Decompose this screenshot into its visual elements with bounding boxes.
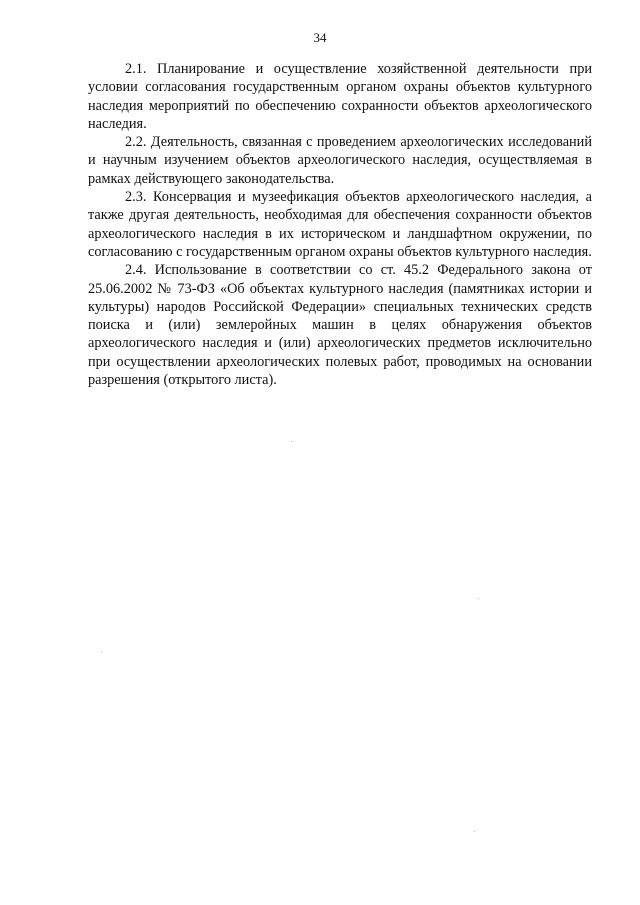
scan-speck [474, 831, 475, 832]
paragraph-2-4: 2.4. Использование в соответствии со ст. 45.2 Федерального закона от 25.06.2002 № 73-ФЗ «Об объектах культурного наследия (памятниках истории и культуры) народов Российской Федерации» специальных технических средств поиска и (или) землеройных машин в целях обнаружения объектов археологического наследия и (или) археологических предметов исключительно при осуществлении археологических полевых работ, проводимых на основании разрешения (открытого листа). [88, 262, 592, 389]
scan-speck [478, 598, 479, 599]
scan-speck [291, 441, 292, 442]
scan-speck [101, 651, 102, 652]
page-number: 34 [313, 30, 327, 45]
document-body [88, 60, 592, 389]
paragraph-2-1: 2.1. Планирование и осуществление хозяйственной деятельности при условии согласования государственным органом охраны объектов культурного наследия мероприятий по обеспечению сохранности объектов археологического наследия. [88, 61, 592, 132]
paragraph-2-2: 2.2. Деятельность, связанная с проведением археологических исследований и научным изучением объектов археологического наследия, осуществляемая в рамках действующего законодательства. [88, 134, 592, 187]
paragraph-2-3: 2.3. Консервация и музеефикация объектов археологического наследия, а также другая деятельность, необходимая для обеспечения сохранности объектов археологического наследия в их историческом и ландшафтном окружении, по согласованию с государственным органом охраны объектов культурного наследия. [88, 189, 592, 260]
